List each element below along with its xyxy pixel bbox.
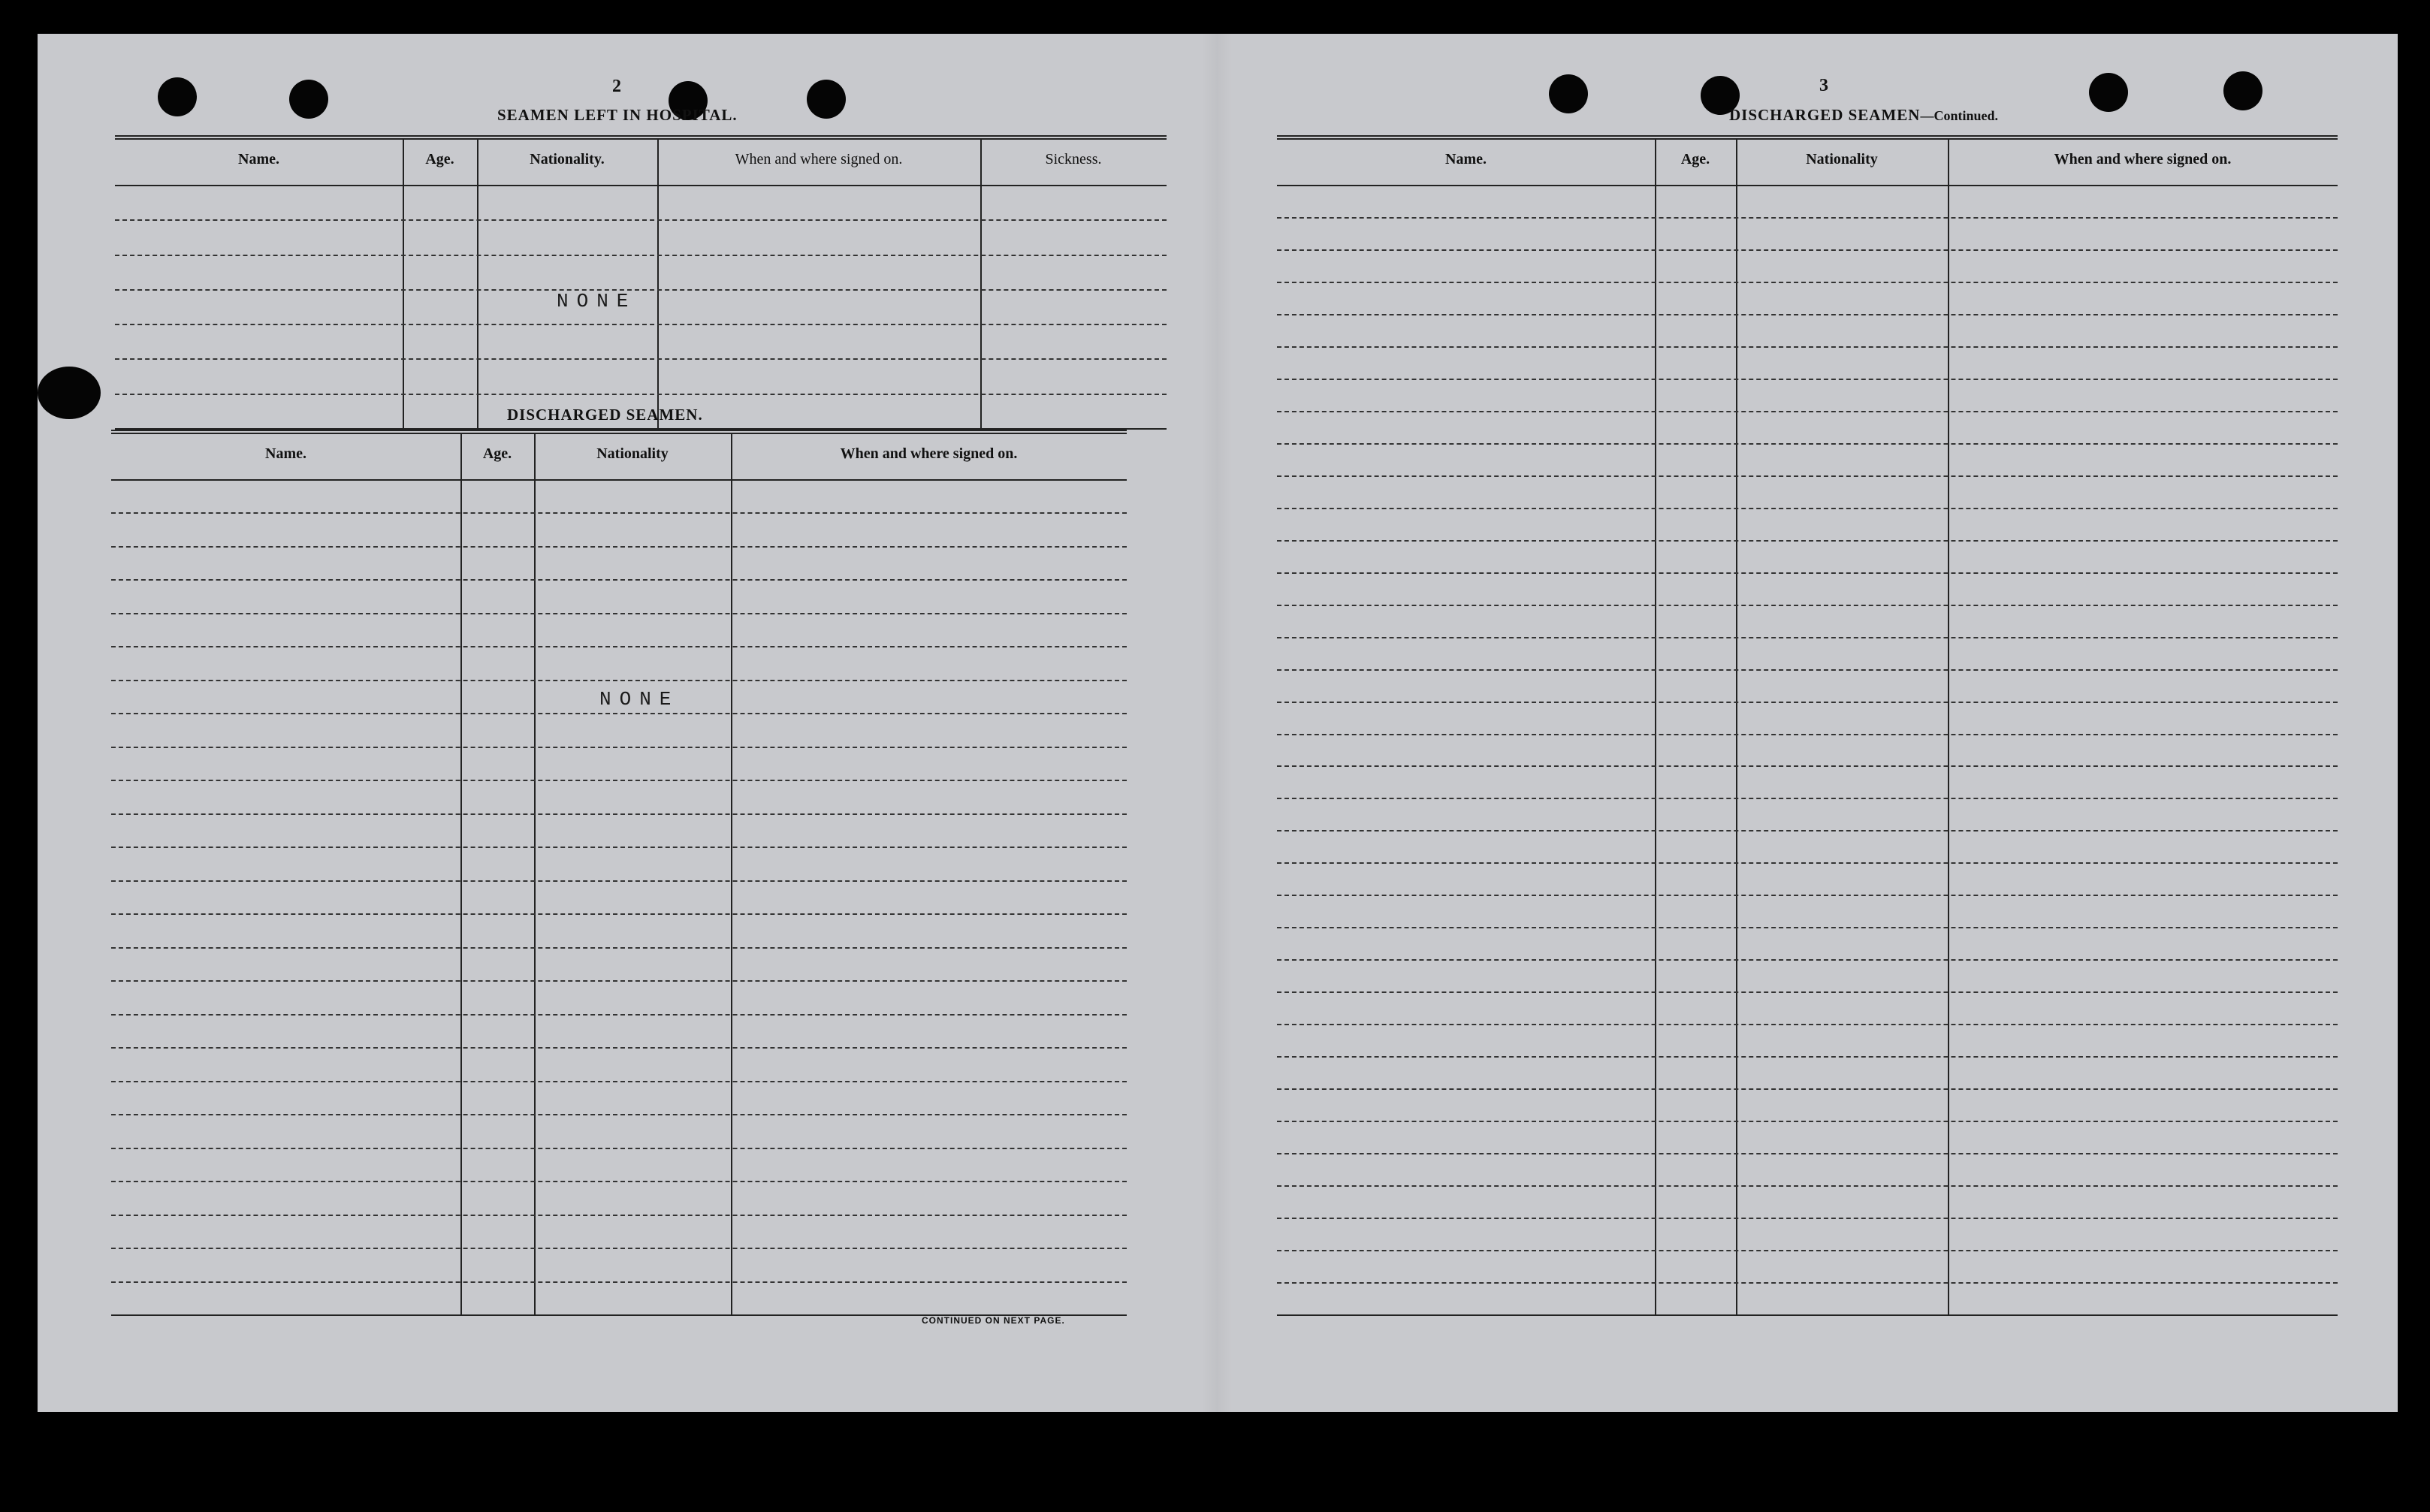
ruled-line xyxy=(1277,927,2338,928)
ruled-line xyxy=(1277,959,2338,961)
ruled-line xyxy=(111,680,1127,681)
ruled-line xyxy=(111,947,1127,949)
discharged-continued-suffix: —Continued. xyxy=(1920,108,1998,123)
ruled-line xyxy=(1277,314,2338,315)
left-page xyxy=(38,34,1217,1412)
ruled-line xyxy=(1277,346,2338,348)
ruled-line xyxy=(1277,1121,2338,1122)
ruled-line xyxy=(111,1281,1127,1283)
ruled-line xyxy=(111,980,1127,982)
ruled-line xyxy=(1277,379,2338,380)
ruled-line xyxy=(115,289,1167,291)
ruled-line xyxy=(1277,1218,2338,1219)
discharged-continued-table xyxy=(1277,135,2338,1316)
discharged-continued-header xyxy=(1277,140,2338,186)
ruled-line xyxy=(111,1014,1127,1016)
continued-note: CONTINUED ON NEXT PAGE. xyxy=(922,1315,1065,1326)
hospital-entry: NONE xyxy=(557,290,637,312)
ruled-line xyxy=(111,813,1127,815)
discharged-rows xyxy=(111,479,1127,1314)
col-head-name: Name. xyxy=(1445,151,1487,167)
punch-hole-icon xyxy=(1549,74,1588,113)
ruled-line xyxy=(1277,217,2338,219)
discharged-continued-title xyxy=(1729,106,1998,125)
ruled-line xyxy=(111,1047,1127,1049)
punch-hole-icon xyxy=(2223,71,2262,110)
page-number: 3 xyxy=(1819,76,1829,95)
ruled-line xyxy=(111,747,1127,748)
discharged-section-title: DISCHARGED SEAMEN. xyxy=(507,406,703,424)
ruled-line xyxy=(111,1181,1127,1182)
ruled-line xyxy=(1277,572,2338,574)
ruled-line xyxy=(115,219,1167,221)
ruled-line xyxy=(1277,540,2338,542)
ruled-line xyxy=(111,780,1127,781)
ruled-line xyxy=(111,546,1127,548)
ruled-line xyxy=(1277,862,2338,864)
ruled-line xyxy=(1277,1250,2338,1251)
ruled-line xyxy=(1277,669,2338,671)
ruled-line xyxy=(111,579,1127,581)
ruled-line xyxy=(111,847,1127,848)
discharged-table-header xyxy=(111,434,1127,481)
col-head-nationality: Nationality. xyxy=(530,151,605,167)
ruled-line xyxy=(115,324,1167,325)
ruled-line xyxy=(1277,1153,2338,1154)
ruled-line xyxy=(1277,637,2338,638)
col-head-name: Name. xyxy=(265,445,306,462)
ruled-line xyxy=(1277,734,2338,735)
ruled-line xyxy=(1277,798,2338,799)
ruled-line xyxy=(111,1248,1127,1249)
discharged-entry: NONE xyxy=(599,688,680,711)
punch-hole-icon xyxy=(158,77,197,116)
ruled-line xyxy=(111,1114,1127,1115)
ruled-line xyxy=(111,613,1127,614)
ruled-line xyxy=(111,512,1127,514)
col-head-signed-on: When and where signed on. xyxy=(2054,151,2232,167)
ruled-line xyxy=(1277,1056,2338,1058)
right-page xyxy=(1217,34,2398,1412)
ruled-line xyxy=(115,394,1167,395)
col-head-sickness: Sickness. xyxy=(1045,151,1102,167)
col-head-age: Age. xyxy=(425,151,454,167)
hospital-section-title: SEAMEN LEFT IN HOSPITAL. xyxy=(497,106,738,124)
col-head-signed-on: When and where signed on. xyxy=(735,151,903,167)
ruled-line xyxy=(111,713,1127,714)
hospital-table xyxy=(115,135,1167,430)
ruled-line xyxy=(111,880,1127,882)
ruled-line xyxy=(1277,443,2338,445)
ledger-sheet xyxy=(38,34,2398,1412)
ruled-line xyxy=(1277,702,2338,703)
ruled-line xyxy=(111,1081,1127,1082)
ruled-line xyxy=(111,1148,1127,1149)
col-head-signed-on: When and where signed on. xyxy=(840,445,1018,462)
ruled-line xyxy=(1277,508,2338,509)
punch-hole-icon xyxy=(807,80,846,119)
col-head-nationality: Nationality xyxy=(1806,151,1878,167)
ruled-line xyxy=(1277,605,2338,606)
ruled-line xyxy=(1277,1088,2338,1090)
ruled-line xyxy=(111,646,1127,647)
ruled-line xyxy=(1277,411,2338,412)
ruled-line xyxy=(1277,1185,2338,1187)
ruled-line xyxy=(111,1215,1127,1216)
col-head-age: Age. xyxy=(1680,151,1710,167)
ruled-line xyxy=(1277,249,2338,251)
col-head-nationality: Nationality xyxy=(596,445,669,462)
hospital-rows xyxy=(115,185,1167,428)
hospital-table-header xyxy=(115,140,1167,186)
col-head-age: Age. xyxy=(482,445,512,462)
ruled-line xyxy=(111,913,1127,915)
ruled-line xyxy=(1277,765,2338,767)
ruled-line xyxy=(1277,1024,2338,1025)
page-number: 2 xyxy=(612,77,622,96)
binding-hole-icon xyxy=(38,367,101,419)
discharged-table xyxy=(111,430,1127,1316)
discharged-continued-rows xyxy=(1277,185,2338,1314)
ruled-line xyxy=(1277,991,2338,993)
punch-hole-icon xyxy=(289,80,328,119)
ruled-line xyxy=(1277,1282,2338,1284)
discharged-continued-title-main: DISCHARGED SEAMEN xyxy=(1729,106,1921,124)
ruled-line xyxy=(1277,830,2338,831)
punch-hole-icon xyxy=(2089,73,2128,112)
ruled-line xyxy=(1277,282,2338,283)
col-head-name: Name. xyxy=(238,151,279,167)
ruled-line xyxy=(1277,475,2338,477)
ruled-line xyxy=(115,358,1167,360)
ruled-line xyxy=(1277,895,2338,896)
ruled-line xyxy=(115,255,1167,256)
